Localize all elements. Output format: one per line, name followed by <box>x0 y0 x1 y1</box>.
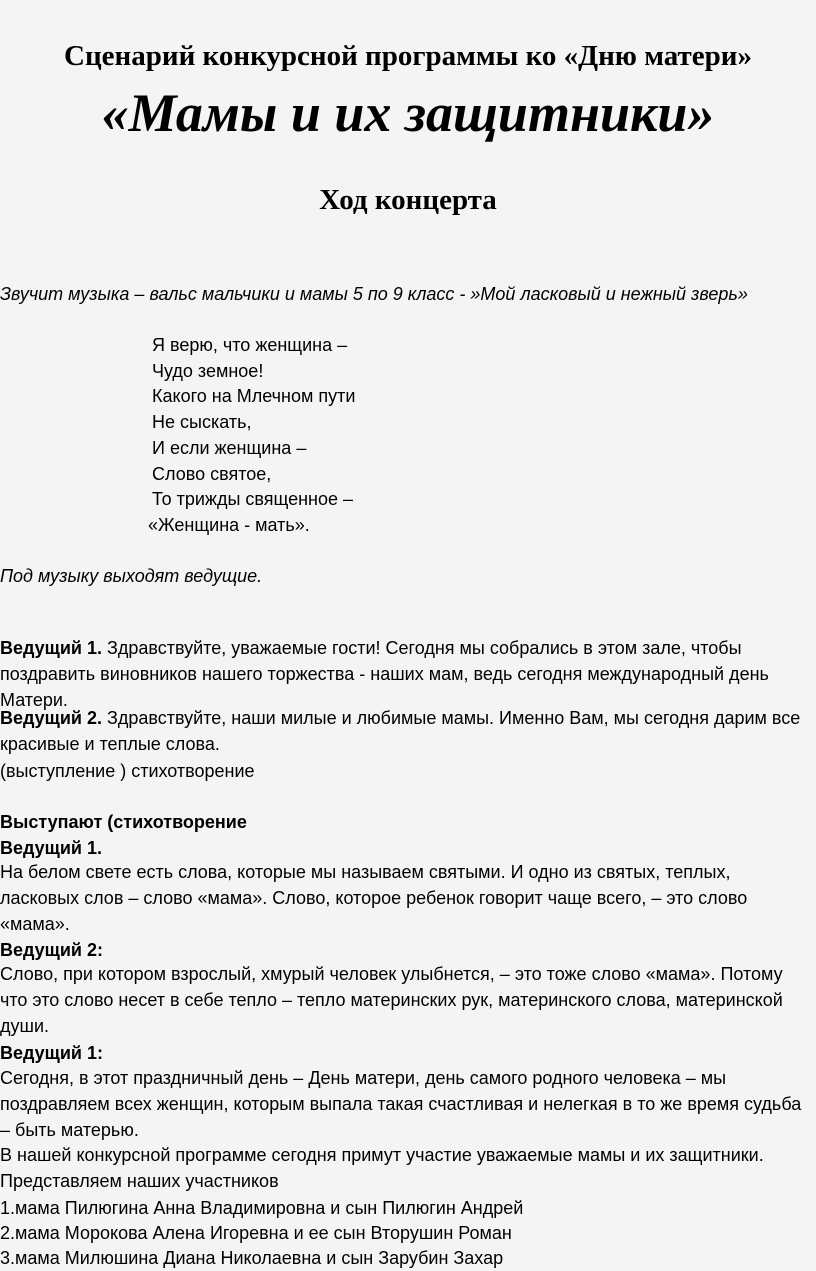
intro-music: Звучит музыка – вальс мальчики и мамы 5 по 9 класс - »Мой ласковый и нежный зверь» <box>0 284 748 304</box>
speech-text: Здравствуйте, уважаемые гости! Сегодня мы собрались в этом зале, чтобы поздравить виновников нашего торжества - наших мам, ведь сегодня международный день Матери. <box>0 638 769 710</box>
speech-text: На белом свете есть слова, которые мы называем святыми. И одно из святых, теплых, ласковых слов – слово «мама». Слово, которое ребенок говорит чаще всего, – это слово «мама». <box>0 862 748 934</box>
speech-text: Здравствуйте, наши милые и любимые мамы. Именно Вам, мы сегодня дарим все красивые и теплые слова. <box>0 708 801 754</box>
speaker-label: Ведущий 1. <box>0 838 102 858</box>
host1-greeting <box>0 636 812 713</box>
poem <box>148 333 355 539</box>
participant-item: 3.мама Милюшина Диана Николаевна и сын Зарубин Захар <box>0 1248 504 1268</box>
hosts-enter: Под музыку выходят ведущие. <box>0 566 263 586</box>
poem-line: «Женщина - мать». <box>148 514 310 535</box>
poem-line: И если женщина – <box>152 437 307 458</box>
section-heading: Выступают (стихотворение <box>0 812 247 832</box>
poem-line: Я верю, что женщина – <box>152 335 348 355</box>
poem-line: Слово святое, <box>152 463 272 484</box>
speech-text: Слово, при котором взрослый, хмурый человек улыбнется, – это тоже слово «мама». Потому что это слово несет в себе тепло – тепло материнских рук, материнского слова, материнской души. <box>0 964 783 1036</box>
title-line1: Сценарий конкурсной программы ко «Дню матери» <box>64 40 752 72</box>
speaker-label: Ведущий 2: <box>0 940 103 960</box>
participant-item: 1.мама Пилюгина Анна Владимировна и сын Пилюгин Андрей <box>0 1198 524 1218</box>
speaker-label: Ведущий 1. <box>0 638 102 658</box>
poem-line: Не сыскать, <box>152 412 252 433</box>
subtitle: Ход концерта <box>319 184 497 216</box>
main-title: «Мамы и их защитники» <box>101 83 715 143</box>
speech-text: В нашей конкурсной программе сегодня примут участие уважаемые мамы и их защитники. Представляем наших участников <box>0 1145 764 1191</box>
participant-item: 2.мама Морокова Алена Игоревна и ее сын Вторушин Роман <box>0 1223 512 1243</box>
poem-line: То трижды священное – <box>152 489 354 510</box>
speaker-label: Ведущий 2. <box>0 708 102 728</box>
speech-text: Сегодня, в этот праздничный день – День матери, день самого родного человека – мы поздравляем всех женщин, которым выпала такая счастливая и нелегкая в то же время судьба – быть матерью. <box>0 1068 802 1140</box>
performance-note: (выступление ) стихотворение <box>0 761 255 781</box>
speaker-label: Ведущий 1: <box>0 1043 103 1063</box>
poem-line: Чудо земное! <box>152 360 264 381</box>
poem-line: Какого на Млечном пути <box>152 386 356 407</box>
host2-greeting <box>0 706 812 758</box>
